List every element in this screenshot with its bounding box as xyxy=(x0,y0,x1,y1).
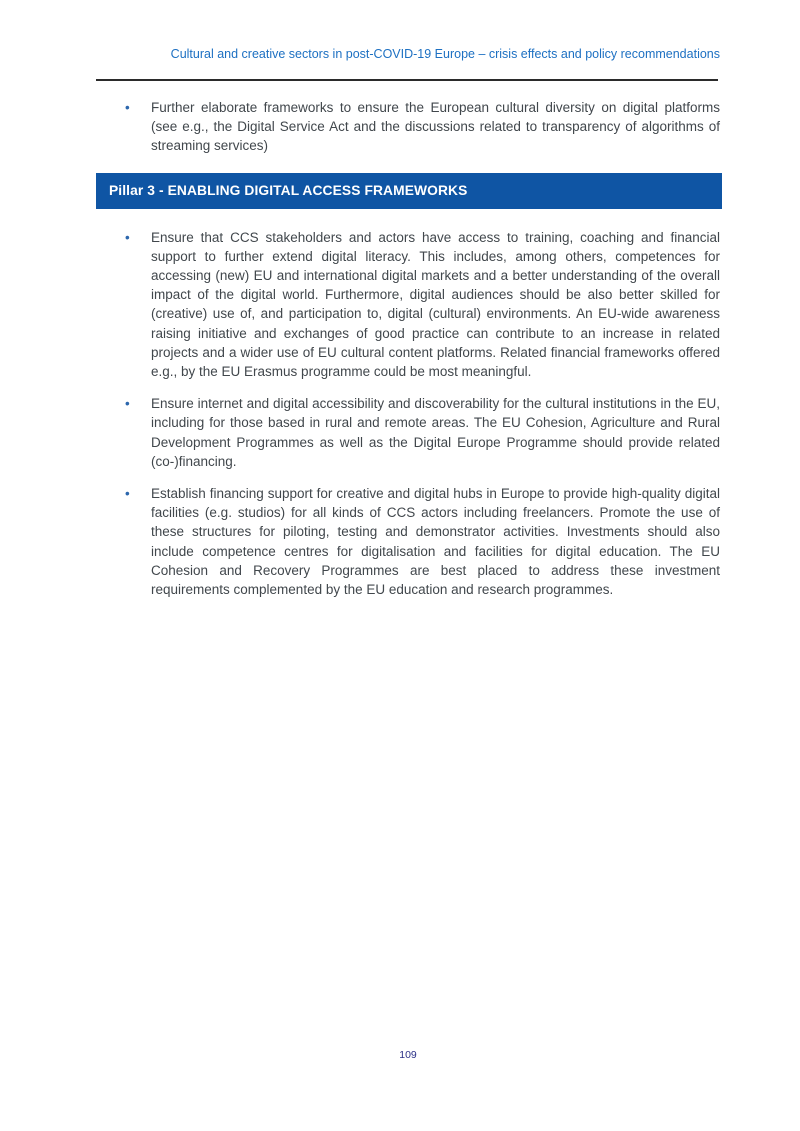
list-item xyxy=(96,98,720,156)
page-number: 109 xyxy=(399,1049,417,1061)
running-header-title: Cultural and creative sectors in post-COVID-19 Europe – crisis effects and policy recommendations xyxy=(170,47,720,61)
list-item xyxy=(96,228,720,382)
intro-bullet-list xyxy=(96,98,720,156)
bullet-text: Establish financing support for creative and digital hubs in Europe to provide high-quality digital facilities (e.g. studios) for all kinds of CCS actors including freelancers. Promote the use of these structures for piloting, testing and demonstrator activities. Investments should also include competence centres for digitalisation and facilities for digital education. The EU Cohesion and Recovery Programmes are best placed to address these investment requirements complemented by the EU education and research programmes. xyxy=(151,486,720,598)
bullet-text: Further elaborate frameworks to ensure the European cultural diversity on digital platforms (see e.g., the Digital Service Act and the discussions related to transparency of algorithms of streaming services) xyxy=(151,100,720,154)
bullet-marker-icon: • xyxy=(125,396,130,412)
pillar-3-bullet-list xyxy=(96,228,720,600)
pillar-3-banner-title: Pillar 3 - ENABLING DIGITAL ACCESS FRAMEWORKS xyxy=(109,183,468,199)
bullet-marker-icon: • xyxy=(125,100,130,115)
bullet-marker-icon: • xyxy=(125,486,130,502)
page-content xyxy=(96,98,720,612)
bullet-marker-icon: • xyxy=(125,229,130,245)
bullet-text: Ensure that CCS stakeholders and actors have access to training, coaching and financial support to further extend digital literacy. This includes, among others, competences for accessing (new) EU and international digital markets and a better understanding of the overall impact of the digital world. Furthermore, digital audiences should be also better skilled for (creative) use of, and participation to, digital (cultural) environments. An EU-wide awareness raising initiative and exchanges of good practice can contribute to an increase in related projects and a wider use of EU cultural content platforms. Related financial frameworks offered e.g., by the EU Erasmus programme could be most meaningful. xyxy=(151,229,720,380)
header-rule xyxy=(96,79,718,81)
pillar-3-section-banner xyxy=(96,173,722,209)
bullet-text: Ensure internet and digital accessibility and discoverability for the cultural institutions in the EU, including for those based in rural and remote areas. The EU Cohesion, Agriculture and Rural Development Programmes as well as the Digital Europe Programme should provide related (co-)financing. xyxy=(151,396,720,469)
list-item xyxy=(96,484,720,599)
list-item xyxy=(96,394,720,471)
